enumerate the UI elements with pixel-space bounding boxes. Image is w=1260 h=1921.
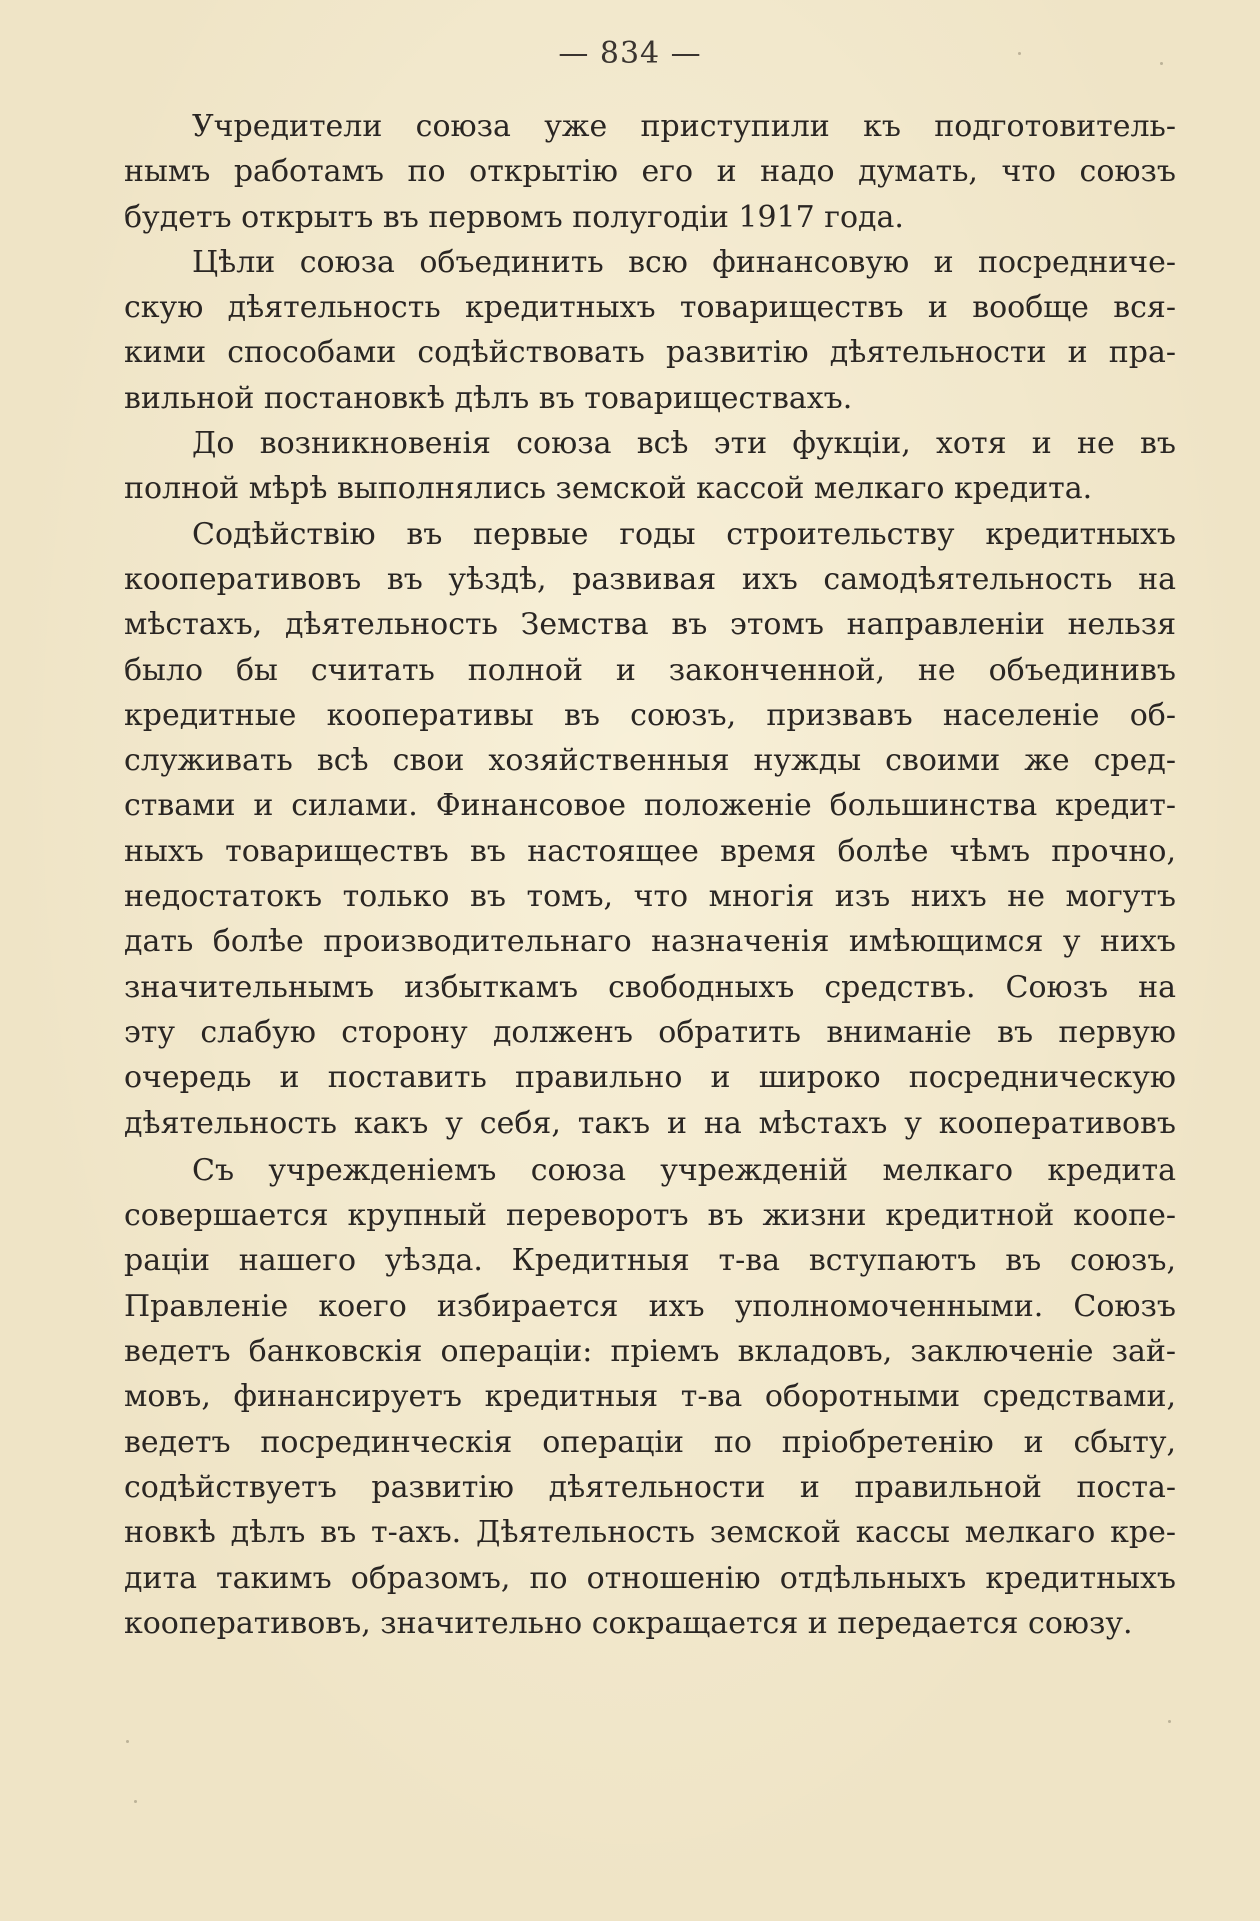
text-line: будетъ открытъ въ первомъ полугодіи 1917 года. [124, 199, 904, 235]
paragraph-2 [124, 240, 1176, 421]
text-line: дѣятельность какъ у себя, такъ и на мѣстахъ у кооперативовъ [124, 1105, 1176, 1141]
paragraph-1 [124, 104, 1176, 240]
text-line: Содѣйствію въ первые годы строительству кредитныхъ [192, 516, 1176, 552]
paper-speck [1168, 1720, 1171, 1723]
paper-speck [134, 1800, 137, 1803]
text-line: Съ учрежденіемъ союза учрежденій мелкаго кредита [192, 1152, 1176, 1188]
paragraph-4 [124, 512, 1176, 1146]
text-line: ствами и силами. Финансовое положеніе большинства кредит- [124, 788, 1176, 824]
paper-speck [1160, 62, 1163, 65]
text-line: ведетъ посрединческія операціи по пріобретенію и сбыту, [124, 1424, 1176, 1460]
page-number: — 834 — [558, 36, 702, 71]
text-line: эту слабую сторону долженъ обратить вниманіе въ первую [124, 1014, 1176, 1050]
text-line: вильной постановкѣ дѣлъ въ товариществахъ. [124, 380, 853, 416]
text-line: кооперативовъ, значительно сокращается и передается союзу. [124, 1605, 1133, 1641]
text-line: мѣстахъ, дѣятельность Земства въ этомъ направленіи нельзя [124, 607, 1176, 643]
text-line: совершается крупный переворотъ въ жизни кредитной коопе- [124, 1198, 1176, 1234]
text-line: полной мѣрѣ выполнялись земской кассой мелкаго кредита. [124, 471, 1093, 507]
text-line: кими способами содѣйствовать развитію дѣятельности и пра- [124, 335, 1176, 371]
text-line: недостатокъ только въ томъ, что многія изъ нихъ не могутъ [124, 879, 1176, 915]
paper-speck [1018, 52, 1021, 55]
text-line: кооперативовъ въ уѣздѣ, развивая ихъ самодѣятельность на [124, 561, 1176, 597]
text-line: Правленіе коего избирается ихъ уполномоченными. Союзъ [124, 1288, 1176, 1324]
paragraph-5 [124, 1148, 1176, 1646]
paper-speck [126, 1740, 129, 1743]
text-line: значительнымъ избыткамъ свободныхъ средствъ. Союзъ на [124, 969, 1176, 1005]
text-line: ведетъ банковскія операціи: пріемъ вкладовъ, заключеніе зай- [124, 1334, 1176, 1370]
text-line: Цѣли союза объединить всю финансовую и посредниче- [192, 244, 1176, 280]
text-line: очередь и поставить правильно и широко посредническую [124, 1060, 1176, 1096]
text-line: служивать всѣ свои хозяйственныя нужды своими же сред- [124, 743, 1176, 779]
text-line: скую дѣятельность кредитныхъ товариществъ и вообще вся- [124, 290, 1176, 326]
text-line: нымъ работамъ по открытію его и надо думать, что союзъ [124, 154, 1176, 190]
text-line: До возникновенія союза всѣ эти фукціи, хотя и не въ [192, 426, 1176, 462]
text-line: мовъ, финансируетъ кредитныя т-ва оборотными средствами, [124, 1379, 1176, 1415]
text-line: кредитные кооперативы въ союзъ, призвавъ населеніе об- [124, 697, 1176, 733]
text-line: новкѣ дѣлъ въ т-ахъ. Дѣятельность земской кассы мелкаго кре- [124, 1515, 1176, 1551]
text-line: дать болѣе производительнаго назначенія имѣющимся у нихъ [124, 924, 1176, 960]
text-line: было бы считать полной и законченной, не объединивъ [124, 652, 1176, 688]
paragraph-3 [124, 421, 1176, 512]
text-line: раціи нашего уѣзда. Кредитныя т-ва вступаютъ въ союзъ, [124, 1243, 1176, 1279]
text-line: Учредители союза уже приступили къ подготовитель- [192, 109, 1176, 144]
text-line: содѣйствуетъ развитію дѣятельности и правильной поста- [124, 1469, 1176, 1505]
body-text [124, 104, 1176, 1646]
text-line: дита такимъ образомъ, по отношенію отдѣльныхъ кредитныхъ [124, 1560, 1176, 1596]
text-line: ныхъ товариществъ въ настоящее время болѣе чѣмъ прочно, [124, 833, 1176, 869]
